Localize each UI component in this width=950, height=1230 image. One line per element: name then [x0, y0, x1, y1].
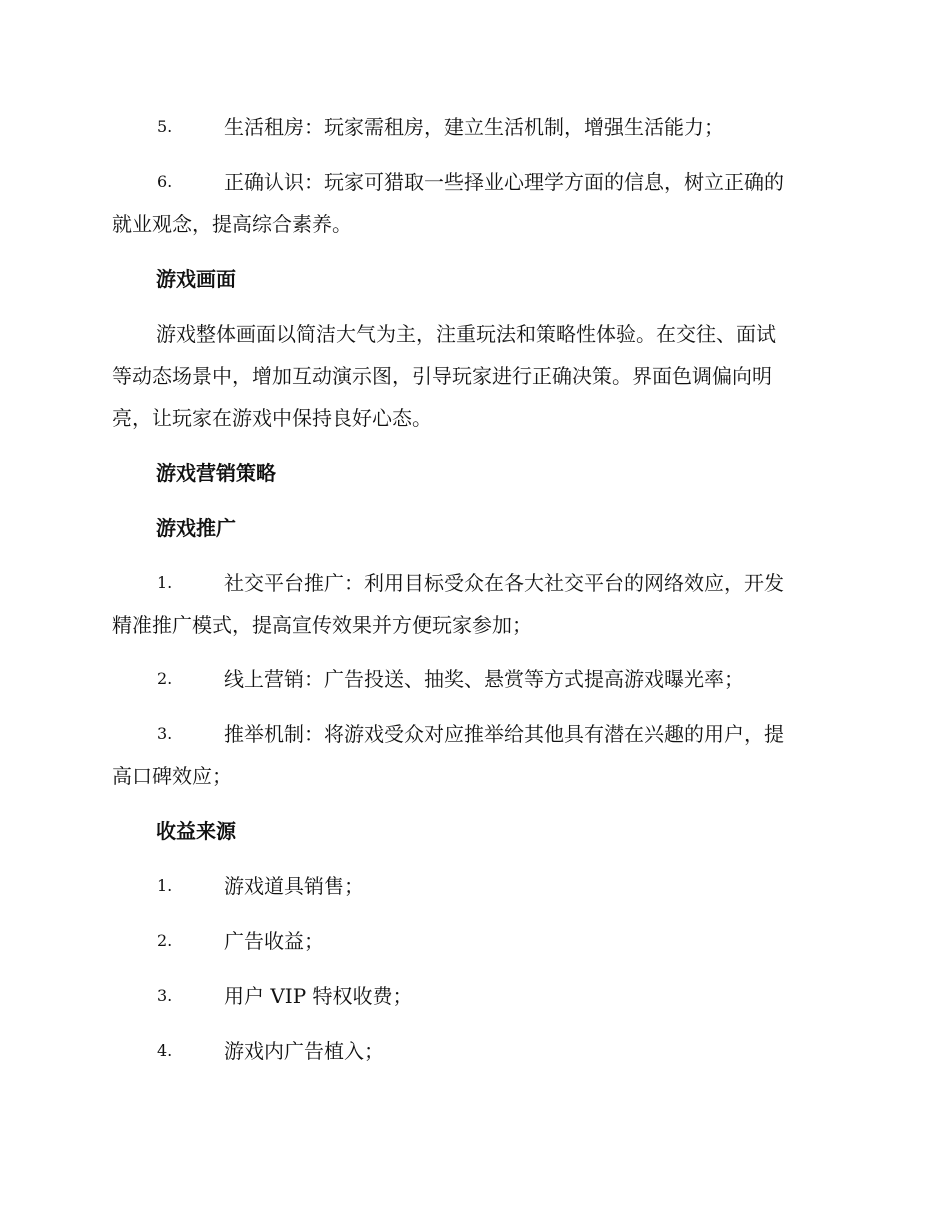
section-heading-revenue: 收益来源 [156, 819, 236, 843]
list-number: 2. [157, 931, 173, 950]
list-item-text: 推举机制：将游戏受众对应推举给其他具有潜在兴趣的用户，提 [224, 722, 784, 746]
section-heading-promotion: 游戏推广 [156, 516, 236, 540]
list-item-revenue [112, 1030, 834, 1072]
list-number: 1. [157, 876, 173, 895]
section-heading-visuals: 游戏画面 [156, 267, 236, 291]
list-number: 3. [157, 724, 173, 743]
list-item-text: 社交平台推广：利用目标受众在各大社交平台的网络效应，开发 [224, 571, 784, 595]
list-item-text: 生活租房：玩家需租房，建立生活机制，增强生活能力； [224, 115, 724, 139]
list-item-text-continued: 高口碑效应； [112, 764, 232, 788]
list-item-text: 用户 VIP 特权收费； [224, 984, 413, 1008]
list-number: 3. [157, 986, 173, 1005]
visuals-paragraph [112, 313, 834, 439]
list-item-text-continued: 就业观念，提高综合素养。 [112, 212, 352, 236]
list-item-text: 游戏道具销售； [224, 874, 364, 898]
section-heading-marketing: 游戏营销策略 [156, 461, 276, 485]
list-number: 1. [157, 573, 173, 592]
list-number: 6. [157, 172, 173, 191]
list-number: 2. [157, 669, 173, 688]
list-item-text: 线上营销：广告投送、抽奖、悬赏等方式提高游戏曝光率； [224, 667, 744, 691]
list-item-text-continued: 精准推广模式，提高宣传效果并方便玩家参加； [112, 613, 532, 637]
paragraph-line: 亮，让玩家在游戏中保持良好心态。 [112, 406, 432, 430]
list-item-text: 正确认识：玩家可猎取一些择业心理学方面的信息，树立正确的 [224, 170, 784, 194]
paragraph-line: 等动态场景中，增加互动演示图，引导玩家进行正确决策。界面色调偏向明 [112, 364, 772, 388]
list-item-revenue [112, 865, 834, 907]
list-item-promotion [112, 658, 834, 700]
list-number: 5. [157, 117, 173, 136]
paragraph-line: 游戏整体画面以简洁大气为主，注重玩法和策略性体验。在交往、面试 [156, 322, 776, 346]
list-item-life-rent [112, 106, 834, 148]
list-item-revenue [112, 920, 834, 962]
list-number: 4. [157, 1041, 173, 1060]
list-item-text: 广告收益； [224, 929, 324, 953]
list-item-revenue [112, 975, 834, 1017]
list-item-text: 游戏内广告植入； [224, 1039, 384, 1063]
list-item-promotion [112, 713, 834, 797]
list-item-cognition [112, 161, 834, 245]
list-item-promotion [112, 562, 834, 646]
